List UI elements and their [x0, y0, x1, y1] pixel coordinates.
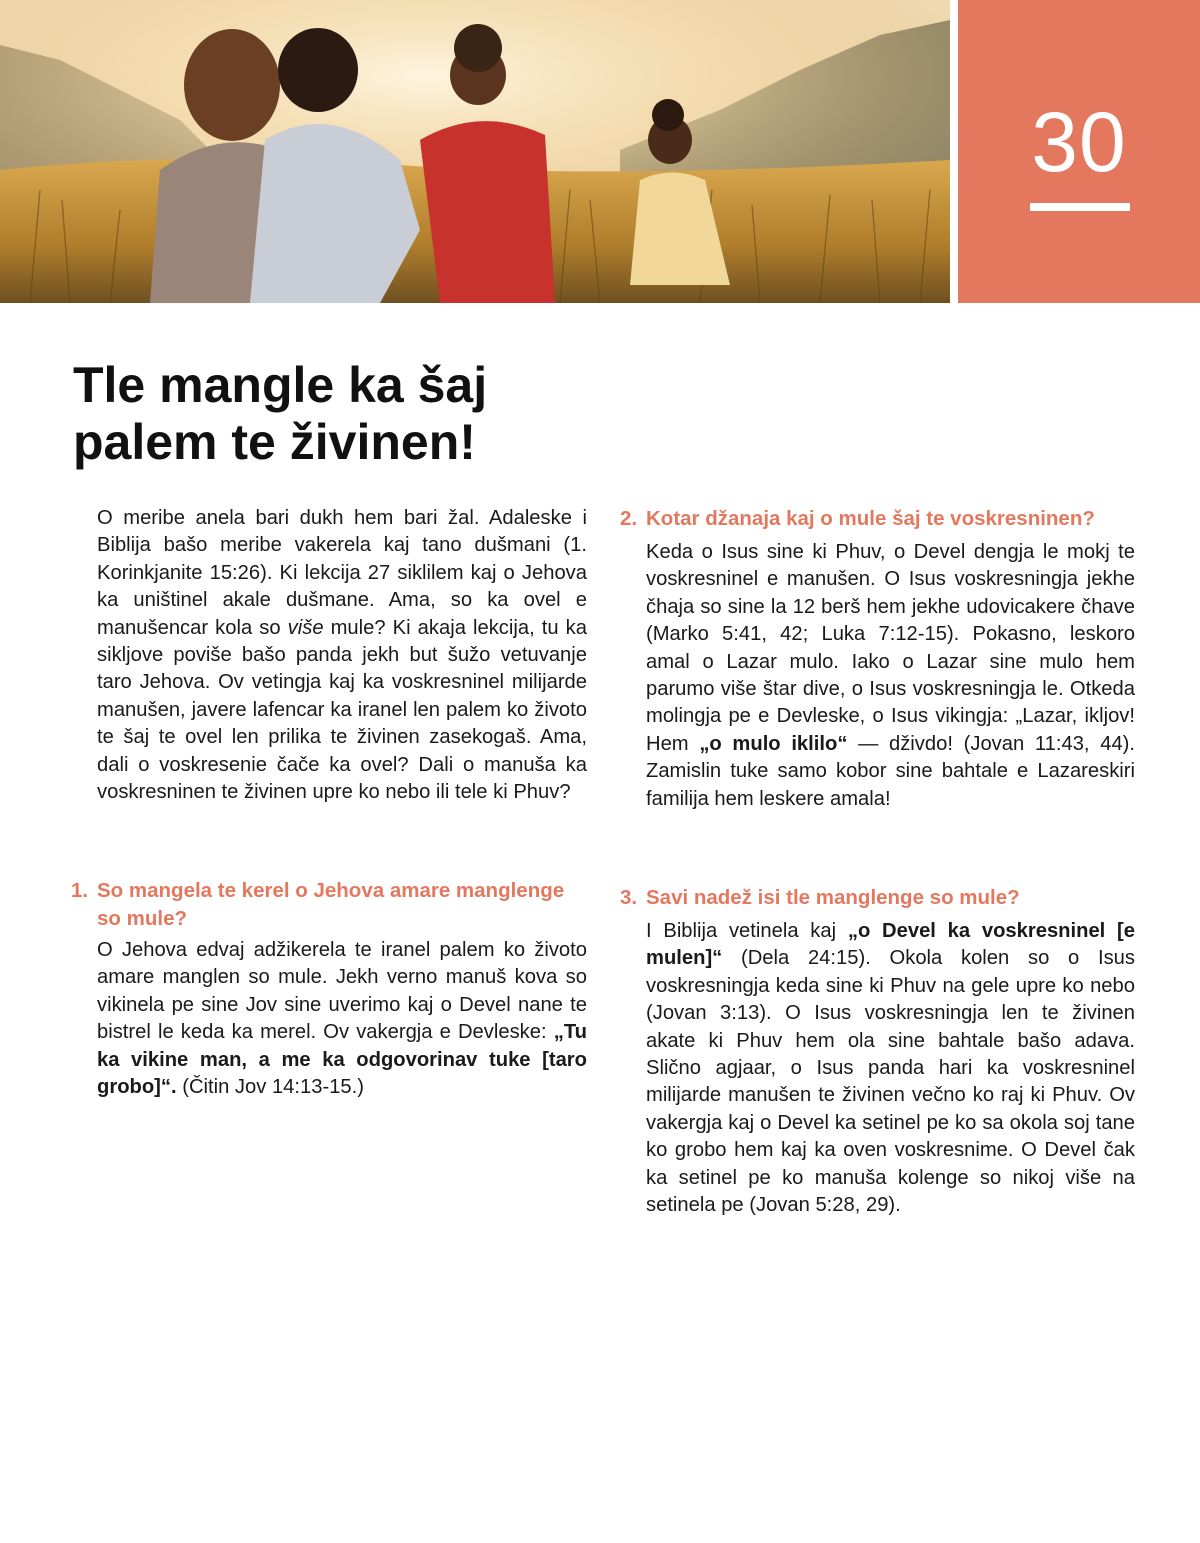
question-2-heading	[620, 505, 1135, 533]
question-1-text: So mangela te kerel o Jehova amare manglenge so mule?	[97, 879, 565, 930]
q3-text-2: (Dela 24:15). Okola kolen so o Isus voskresningja keda sine ki Phuv na gele upre ko nebo (Jovan 3:13). O Isus voskresningja len te živinen akate ki Phuv hem ola sine bahtale bašo adava. Slično agjaar, o Isus panda hari ka voskresninel milijarde manušen te živinen večno ko raj ki Phuv. Ov vakergja kaj o Devel ka setinel pe ko sa okola soj tane ko grobo hem kaj ka oven voskresnime. O Devel čak ka setinel pe ko manuša kolenge so nikoj više na setinela pe (Jovan 5:28, 29).	[646, 947, 1135, 1217]
hero-photo	[0, 0, 950, 303]
question-2-text: Kotar džanaja kaj o mule šaj te voskresninen?	[646, 507, 1095, 530]
q3-text-1: I Biblija vetinela kaj	[646, 920, 848, 942]
question-1-number: 1.	[71, 879, 89, 902]
page-title	[73, 357, 593, 471]
question-3-paragraph	[620, 918, 1135, 1219]
question-1-heading	[71, 877, 587, 933]
intro-text-1: O meribe anela bari dukh hem bari žal. Adaleske i Biblija bašo meribe vakerela kaj tano dušmani (1. Korinkjanite 15:26). Ki lekcija 27 siklilem kaj o Jehova ka uništinel akale dušmane. Ama, so ka ovel e manušencar kola so	[97, 507, 587, 639]
question-3-section	[620, 884, 1135, 1219]
question-1-section	[71, 877, 587, 1101]
question-3-number: 3.	[620, 886, 638, 909]
q3-bold-quote: „o Devel ka voskresninel [e mulen]“	[646, 920, 1135, 970]
intro-section	[97, 505, 587, 806]
intro-text-2: mule? Ki akaja lekcija, tu ka sikljove poviše bašo panda jekh but šužo vetuvanje taro Jehova. Ov vetingja kaj ka voskresninel milijarde manušen, javere lafencar ka iranel len palem ko životo te šaj te ovel len prilika te živinen zasekogaš. Ama, dali o voskresenie čače ka ovel? Dali o manuša ka voskresninen te živinen upre ko nebo ili tele ki Phuv?	[97, 616, 587, 804]
q2-text-2: — dživdo! (Jovan 11:43, 44). Zamislin tuke samo kobor sine bahtale e Lazareskiri familija hem leskere amala!	[646, 732, 1136, 810]
question-2-paragraph	[620, 539, 1135, 813]
question-2-section	[620, 505, 1135, 813]
q1-bold-quote: „Tu ka vikine man, a me ka odgovorinav tuke [taro grobo]“.	[97, 1021, 587, 1099]
q2-bold-quote: „o mulo iklilo“	[699, 732, 848, 755]
intro-paragraph	[97, 505, 587, 806]
lesson-number-underline	[1030, 203, 1130, 211]
family-in-meadow-photo	[0, 0, 950, 303]
q1-text-1: O Jehova edvaj adžikerela te iranel palem ko životo amare manglen so mule. Jekh verno manuš kova so vikinela pe sine Jov sine uverimo kaj o Devel nane te bistrel le keda ka merel. Ov vakergja e Devleske:	[97, 939, 587, 1044]
question-2-number: 2.	[620, 507, 638, 530]
page-title-line1: Tle mangle ka šaj	[73, 357, 488, 413]
question-3-heading	[620, 884, 1135, 912]
question-3-text: Savi nadež isi tle manglenge so mule?	[646, 886, 1020, 909]
q2-text-1: Keda o Isus sine ki Phuv, o Devel dengja le mokj te voskresninel e manušen. O Isus voskresningja jekhe čhaja so sine la 12 berš hem jekhe udovicakere čhave (Marko 5:41, 42; Luka 7:12-15). Pokasno, leskoro amal o Lazar mulo. Iako o Lazar sine mulo hem parumo više štar dive, o Isus voskresningja le. Otkeda molingja pe e Devleske, o Isus vikingja: „Lazar, ikljov! Hem	[646, 541, 1135, 755]
lesson-number: 30	[1031, 95, 1127, 189]
lesson-number-block	[958, 0, 1200, 303]
intro-italic: više	[287, 616, 324, 639]
q1-text-2: (Čitin Jov 14:13-15.)	[176, 1076, 364, 1099]
question-1-paragraph	[71, 937, 587, 1101]
page-title-line2: palem te živinen!	[73, 414, 476, 470]
